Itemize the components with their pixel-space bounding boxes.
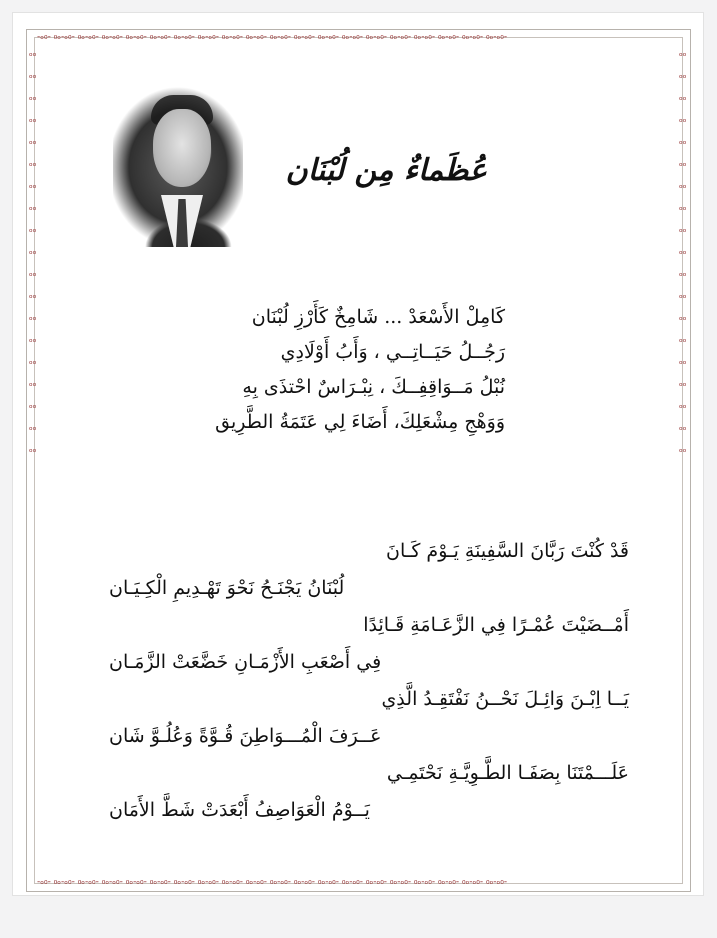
poem-line: رَجُــلُ حَيَــاتِــي ، وَأَبُ أَوْلَادِي (280, 341, 505, 363)
poem-line: لُبْنَانُ يَجْنَـحُ نَحْوَ تَهْـدِيمِ الْكِـيَـان (109, 577, 345, 599)
ornament-border-right: ₒₒₒₒₒₒₒₒₒₒₒₒₒₒₒₒₒₒₒₒₒₒₒₒₒₒₒₒₒₒₒₒₒₒₒₒₒₒ (679, 49, 687, 455)
poem-line: فِي أَصْعَبِ الأَزْمَـانِ خَضَّعَتْ الزَّمَـان (109, 651, 382, 673)
poem-line: عَلَـــمْتَنَا بِصَفَـا الطَّـوِيَّـةِ نَحْتَمِـي (386, 762, 629, 784)
page-title: عُظَماءٌ مِن لُبْنَان (285, 153, 487, 188)
poem-line: عَــرَفَ الْمُـــوَاطِنَ قُـوَّةً وَعُلُـوَّ شَان (109, 725, 382, 747)
poem-line: يَــوْمُ الْعَوَاصِفُ أَبْعَدَتْ شَطَّ الأَمَان (109, 799, 370, 821)
poem-line: كَامِلْ الأَسْعَدْ ... شَامِخٌ كَأَرْزِ لُبْنَان (251, 306, 505, 328)
poem-line: يَــا اِبْـنَ وَائِـلَ نَحْــنُ نَفْتَقِـدُ الَّذِي (381, 688, 629, 710)
ornament-border-left: ₒₒₒₒₒₒₒₒₒₒₒₒₒₒₒₒₒₒₒₒₒₒₒₒₒₒₒₒₒₒₒₒₒₒₒₒₒₒ (29, 49, 37, 455)
ornament-border-bottom: -ₒ₀- ₀ₒ-ₒ₀- ₀ₒ-ₒ₀- ₀ₒ-ₒ₀- ₀ₒ-ₒ₀- ₀ₒ-ₒ₀- ₀ₒ-ₒ₀- ₀ₒ-ₒ₀- ₀ₒ-ₒ₀- ₀ₒ-ₒ₀- ₀ₒ-ₒ₀- ₀ₒ-ₒ₀- ₀ₒ-ₒ₀- ₀ₒ-ₒ₀- ₀ₒ-ₒ₀- ₀ₒ-ₒ₀- ₀ₒ-ₒ₀- ₀ₒ-ₒ₀- ₀ₒ-ₒ₀- ₀ₒ-ₒ₀- (37, 878, 508, 887)
poem-line: وَوَهْجِ مِشْعَلِكَ، أَضَاءَ لِي عَتَمَةُ الطَّرِيق (215, 411, 505, 433)
document-page (12, 12, 704, 896)
portrait-photo (113, 87, 243, 247)
poem-line: أَمْــضَيْتَ عُمْـرًا فِي الزَّعَـامَةِ قَـائِدًا (363, 614, 629, 636)
poem-stanza-2 (109, 533, 629, 829)
poem-stanza-1 (213, 300, 505, 440)
ornament-border-top: -ₒ₀- ₀ₒ-ₒ₀- ₀ₒ-ₒ₀- ₀ₒ-ₒ₀- ₀ₒ-ₒ₀- ₀ₒ-ₒ₀- ₀ₒ-ₒ₀- ₀ₒ-ₒ₀- ₀ₒ-ₒ₀- ₀ₒ-ₒ₀- ₀ₒ-ₒ₀- ₀ₒ-ₒ₀- ₀ₒ-ₒ₀- ₀ₒ-ₒ₀- ₀ₒ-ₒ₀- ₀ₒ-ₒ₀- ₀ₒ-ₒ₀- ₀ₒ-ₒ₀- ₀ₒ-ₒ₀- ₀ₒ-ₒ₀- (37, 33, 508, 42)
poem-line: نُبْلُ مَــوَاقِفِــكَ ، نِبْـرَاسٌ احْتذَى بِهِ (242, 376, 505, 398)
poem-line: قَدْ كُنْتَ رَبَّانَ السَّفِينَةِ يَـوْمَ كَـانَ (386, 540, 629, 562)
portrait-face (153, 109, 211, 187)
